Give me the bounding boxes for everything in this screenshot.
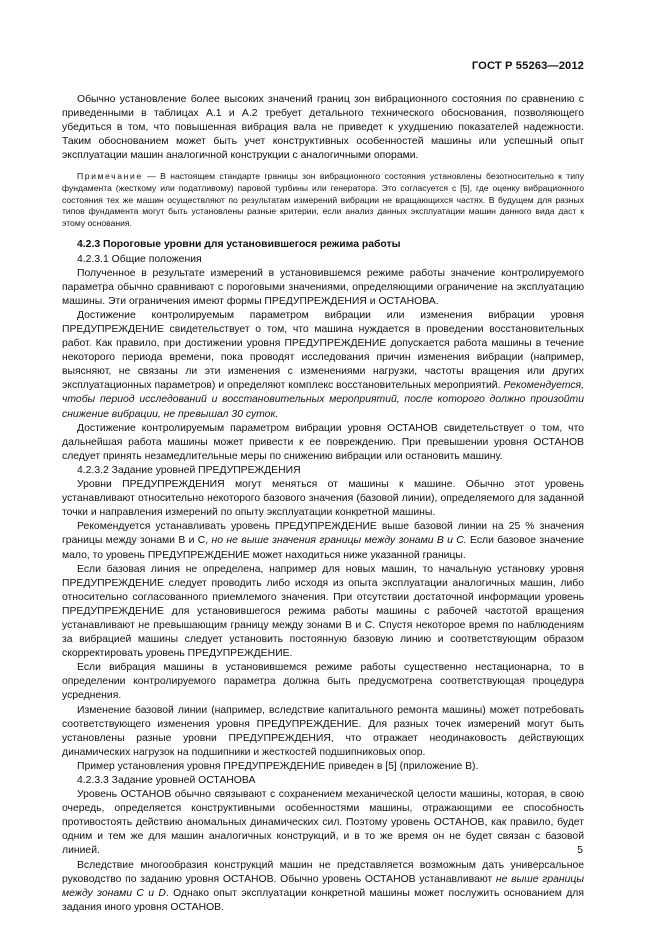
paragraph-stop-integrity: Уровень ОСТАНОВ обычно связывают с сохранением механической целости машины, которая, в свою очередь, определяется конструктивными особенностями машины, отражающими ее способность противостоять действию аномальных динамических сил. Поэтому уровень ОСТАНОВ, как правило, будет одним и тем же для машин аналогичных конструкций, и в то же время он не будет связан с базовой линией. bbox=[62, 789, 584, 857]
page-body bbox=[62, 93, 584, 915]
paragraph-baseline-change: Изменение базовой линии (например, вследствие капитального ремонта машины) может потребовать соответствующего изменения уровня ПРЕДУПРЕЖДЕНИЕ. Для разных точек измерений могут быть установлены разные уровни ПРЕДУПРЕЖДЕНИЯ, что отражает неодинаковость действующих динамических нагрузок на подшипники и жесткостей подшипниковых опор. bbox=[62, 704, 584, 758]
paragraph-zone-limits: Обычно установление более высоких значений границ зон вибрационного состояния по сравнению с приведенными в таблицах А.1 и А.2 требует детального технического обоснования, позволяющего убедиться в том, что повышенная вибрация вала не приведет к ухудшению показателей надежности. Таким обоснованием может быть учет конструктивных особенностей машины или успешный опыт эксплуатации машин аналогичной конструкции с аналогичными опорами. bbox=[62, 94, 584, 162]
text-part: Если базовое значение мало, то уровень ПРЕДУПРЕЖДЕНИЕ может находиться ниже указанной границы. bbox=[62, 535, 584, 561]
paragraph-warning-recommendation bbox=[62, 520, 584, 562]
paragraph-stop-guidance bbox=[62, 859, 584, 915]
note bbox=[62, 171, 584, 229]
italic-part: не выше границы между зонами C и D bbox=[62, 873, 584, 899]
paragraph-baseline-undefined: Если базовая линия не определена, например для новых машин, то начальную установку уровня ПРЕДУПРЕЖДЕНИЕ следует проводить либо исходя из опыта эксплуатации аналогичных машин, либо относительно согласованного приемлемого значения. При отсутствии достаточной информации уровень ПРЕДУПРЕЖДЕНИЕ для установившегося режима работы машины с рабочей частотой вращения устанавливают не превышающим границу между зонами B и C. Спустя некоторое время по наблюдениям за вибрацией машины следует установить постоянную базовую линию и соответствующим образом скорректировать уровень ПРЕДУПРЕЖДЕНИЕ. bbox=[62, 563, 584, 660]
standard-designation: ГОСТ Р 55263—2012 bbox=[471, 60, 584, 72]
paragraph-nonstationary: Если вибрация машины в установившемся режиме работы существенно нестационарна, то в определении контролируемого параметра должна быть предусмотрена соответствующая процедура усреднения. bbox=[62, 662, 584, 702]
paragraph-warning-levels: Уровни ПРЕДУПРЕЖДЕНИЯ могут меняться от машины к машине. Обычно этот уровень устанавливают относительно некоторого базового значения (базовой линии), определяемого для заданной точки и направления измерений по опыту эксплуатации конкретной машины. bbox=[62, 479, 584, 519]
paragraph-warning-level bbox=[62, 309, 584, 422]
paragraph-thresholds: Полученное в результате измерений в установившемся режиме работы значение контролируемого параметра обычно сравнивают с пороговыми значениями, определяющими ограничение на эксплуатацию машины. Эти ограничения имеют формы ПРЕДУПРЕЖДЕНИЯ и ОСТАНОВА. bbox=[62, 267, 584, 307]
paragraph-warning-text: Достижение контролируемым параметром вибрации или изменения вибрации уровня ПРЕДУПРЕЖДЕНИЕ свидетельствует о том, что машина нуждается в проведении восстановительных работ. Как правило, при достижении уровня ПРЕДУПРЕЖДЕНИЕ допускается работа машины в течение некоторого периода времени, пока проводят исследования причин изменения вибрации (например, выясняют, не связаны ли эти изменения с изменениями нагрузки, частоты вращения или других эксплуатационных параметров) и определяют комплекс восстановительных мероприятий. bbox=[62, 309, 584, 392]
subsection-heading-4-2-3-3: 4.2.3.3 Задание уровней ОСТАНОВА bbox=[77, 775, 256, 786]
subsection-heading-4-2-3-2: 4.2.3.2 Задание уровней ПРЕДУПРЕЖДЕНИЯ bbox=[77, 464, 301, 476]
note-label: Примечание bbox=[77, 171, 143, 182]
text-part: Рекомендуется устанавливать уровень ПРЕДУПРЕЖДЕНИЕ выше базовой линии на 25 % значения границы между зонами B и C, bbox=[62, 521, 584, 547]
note-text: — В настоящем стандарте границы зон вибрационного состояния установлены безотносительно к типу фундамента (жесткому или податливому) паровой турбины или генератора. Это согласуется с [5], где оценку вибрационного состояния тех же машин осуществляют по результатам измерений вибрации не вращающихся частях. В будущем для разных типов фундамента могут быть установлены разные критерии, если анализ данных эксплуатации машин данного вида даст к этому основания. bbox=[62, 171, 584, 228]
paragraph-warning-recommendation: Рекомендуется, чтобы период исследований и восстановительных мероприятий, после которого должно произойти снижение вибрации, не превышал 30 суток. bbox=[62, 380, 584, 420]
paragraph-stop-level: Достижение контролируемым параметром вибрации уровня ОСТАНОВ свидетельствует о том, что дальнейшая работа машины может привести к ее повреждению. При превышении уровня ОСТАНОВ следует принять незамедлительные меры по снижению вибрации или остановить машину. bbox=[62, 422, 584, 462]
italic-part: но не выше значения границы между зонами B и C. bbox=[211, 535, 467, 547]
section-heading-4-2-3: 4.2.3 Пороговые уровни для установившегося режима работы bbox=[77, 239, 401, 251]
subsection-heading-4-2-3-1: 4.2.3.1 Общие положения bbox=[77, 253, 202, 265]
page-number: 5 bbox=[577, 845, 583, 856]
text-part: Вследствие многообразия конструкций машин не представляется возможным дать универсальное руководство по заданию уровня ОСТАНОВ. Обычно уровень ОСТАНОВ устанавливают bbox=[62, 859, 584, 885]
paragraph-example: Пример установления уровня ПРЕДУПРЕЖДЕНИЕ приведен в [5] (приложение В). bbox=[77, 760, 479, 772]
text-part: . Однако опыт эксплуатации конкретной машины может послужить основанием для задания иного уровня ОСТАНОВ. bbox=[62, 887, 584, 913]
